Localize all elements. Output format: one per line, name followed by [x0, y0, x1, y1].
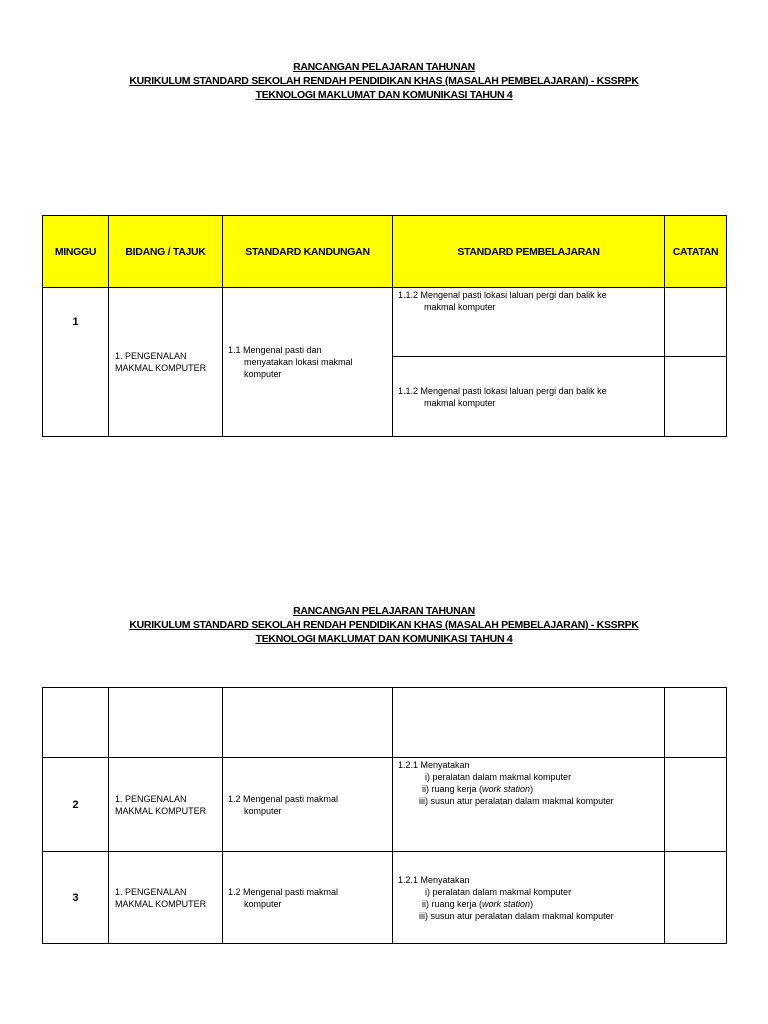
- bidang-cell: [109, 852, 223, 944]
- sp-item-text: ii) ruang kerja (: [422, 899, 483, 909]
- table-row: [43, 288, 727, 357]
- heading-line-3: TEKNOLOGI MAKLUMAT DAN KOMUNIKASI TAHUN 4: [255, 633, 513, 645]
- catatan-cell: [665, 758, 727, 852]
- standard-kandungan-cell: [223, 758, 393, 852]
- heading-line-2: KURIKULUM STANDARD SEKOLAH RENDAH PENDIDIKAN KHAS (MASALAH PEMBELAJARAN) - KSSRPK: [129, 75, 639, 87]
- standard-kandungan-cell: [223, 852, 393, 944]
- bidang-cell: [109, 288, 223, 437]
- table-empty-header-row: [43, 688, 727, 758]
- table-row: [43, 852, 727, 944]
- standard-kandungan-cell: [223, 288, 393, 437]
- week-number: 1: [43, 288, 109, 437]
- sp-item: i) peralatan dalam makmal komputer: [425, 887, 572, 897]
- empty-cell: [393, 688, 665, 758]
- sk-line: menyatakan lokasi makmal: [244, 357, 353, 367]
- sp-line: makmal komputer: [424, 302, 496, 312]
- bidang-cell: [109, 758, 223, 852]
- standard-pembelajaran-cell: [393, 852, 665, 944]
- catatan-cell: [665, 852, 727, 944]
- standard-pembelajaran-cell: [393, 758, 665, 852]
- sp-item: iii) susun atur peralatan dalam makmal komputer: [419, 796, 614, 806]
- sp-item-emphasis: work station: [482, 784, 531, 794]
- bidang-line: 1. PENGENALAN: [115, 351, 187, 361]
- sk-line: komputer: [244, 898, 282, 909]
- sp-item-emphasis: work station: [482, 899, 531, 909]
- sp-title: 1.2.1 Menyatakan: [398, 875, 470, 885]
- lesson-plan-table-1: [42, 215, 727, 437]
- sk-line: komputer: [244, 369, 282, 379]
- header-standard-pembelajaran: STANDARD PEMBELAJARAN: [393, 216, 665, 288]
- empty-cell: [223, 688, 393, 758]
- sp-title: 1.2.1 Menyatakan: [398, 760, 470, 770]
- header-catatan: CATATAN: [665, 216, 727, 288]
- heading-line-1: RANCANGAN PELAJARAN TAHUNAN: [293, 605, 475, 617]
- bidang-line: 1. PENGENALAN: [115, 793, 187, 804]
- sk-line: 1.2 Mengenal pasti makmal: [228, 886, 339, 897]
- heading-line-3: TEKNOLOGI MAKLUMAT DAN KOMUNIKASI TAHUN 4: [255, 89, 513, 101]
- standard-pembelajaran-cell: [393, 288, 665, 357]
- sp-item-text: ): [530, 899, 534, 909]
- table-header-row: [43, 216, 727, 288]
- week-number: 3: [43, 852, 109, 944]
- heading-line-1: RANCANGAN PELAJARAN TAHUNAN: [293, 61, 475, 73]
- sp-item: iii) susun atur peralatan dalam makmal komputer: [419, 911, 614, 921]
- sk-line: komputer: [244, 805, 282, 816]
- lesson-plan-table-2: [42, 687, 727, 944]
- sp-item: i) peralatan dalam makmal komputer: [425, 772, 572, 782]
- empty-cell: [43, 688, 109, 758]
- heading-line-2: KURIKULUM STANDARD SEKOLAH RENDAH PENDIDIKAN KHAS (MASALAH PEMBELAJARAN) - KSSRPK: [129, 619, 639, 631]
- sk-line: 1.1 Mengenal pasti dan: [228, 345, 322, 355]
- sp-item-text: ii) ruang kerja (: [422, 784, 483, 794]
- empty-cell: [665, 688, 727, 758]
- sp-item-text: ): [530, 784, 534, 794]
- header-bidang-tajuk: BIDANG / TAJUK: [109, 216, 223, 288]
- page-heading-2: [0, 604, 768, 646]
- sp-line: 1.1.2 Mengenal pasti lokasi laluan pergi dan balik ke: [398, 386, 607, 396]
- page-heading-1: [0, 60, 768, 102]
- header-standard-kandungan: STANDARD KANDUNGAN: [223, 216, 393, 288]
- sp-line: 1.1.2 Mengenal pasti lokasi laluan pergi dan balik ke: [398, 290, 607, 300]
- bidang-line: MAKMAL KOMPUTER: [115, 898, 207, 909]
- sp-item: [398, 898, 664, 910]
- empty-cell: [109, 688, 223, 758]
- sk-line: 1.2 Mengenal pasti makmal: [228, 793, 339, 804]
- standard-pembelajaran-cell: [393, 357, 665, 437]
- bidang-line: MAKMAL KOMPUTER: [115, 363, 207, 373]
- catatan-cell: [665, 288, 727, 357]
- week-number: 2: [43, 758, 109, 852]
- header-minggu: MINGGU: [43, 216, 109, 288]
- catatan-cell: [665, 357, 727, 437]
- table-row: [43, 758, 727, 852]
- bidang-line: 1. PENGENALAN: [115, 886, 187, 897]
- sp-line: makmal komputer: [424, 398, 496, 408]
- bidang-line: MAKMAL KOMPUTER: [115, 805, 207, 816]
- sp-item: [398, 783, 664, 795]
